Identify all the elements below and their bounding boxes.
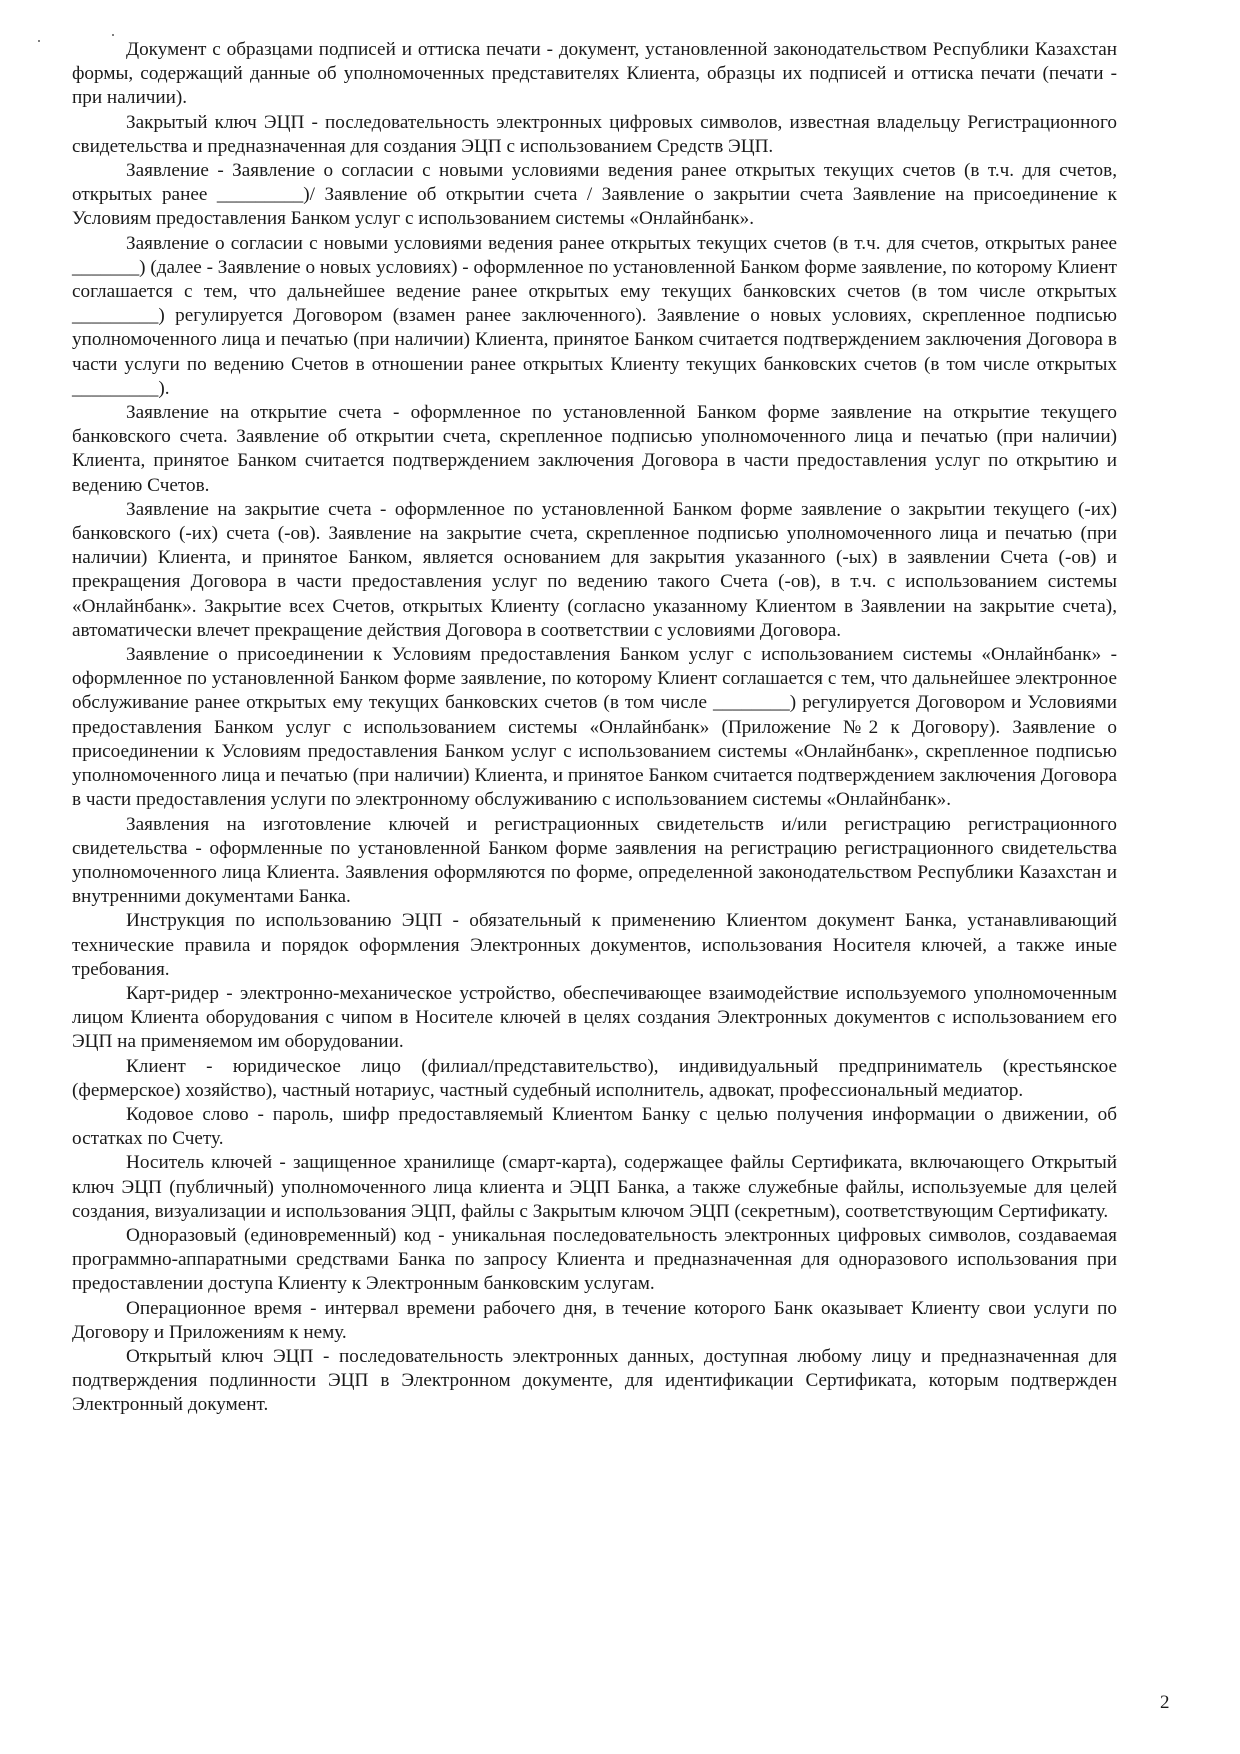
definition-card-reader: Карт-ридер - электронно-механическое устройство, обеспечивающее взаимодействие используемого уполномоченным лицом Клиента оборудования с чипом в Носителе ключей в целях создания Электронных документов с использованием его ЭЦП на применяемом им оборудовании.	[72, 982, 1117, 1053]
definition-private-key: Закрытый ключ ЭЦП - последовательность электронных цифровых символов, известная владельцу Регистрационного свидетельства и предназначенная для создания ЭЦП с использованием Средств ЭЦП.	[72, 111, 1117, 157]
definition-eds-instruction: Инструкция по использованию ЭЦП - обязательный к применению Клиентом документ Банка, устанавливающий технические правила и порядок оформления Электронных документов, использования Носителя ключей, а также иные требования.	[72, 910, 1117, 980]
scan-speck	[112, 34, 114, 36]
page-number: 2	[1160, 1692, 1170, 1713]
definition-onlinebank-accession-application: Заявление о присоединении к Условиям предоставления Банком услуг с использованием системы «Онлайнбанк» - оформленное по установленной Банком форме заявление, по которому Клиент соглашается с тем, что дальнейшее электронное обслуживание ранее открытых ему текущих банковских счетов (в том числе ________) регулируется Договором и Условиями предоставления Банком услуг с использованием системы «Онлайнбанк» (Приложение №2 к Договору). Заявление о присоединении к Условиям предоставления Банком услуг с использованием системы «Онлайнбанк», скрепленное подписью уполномоченного лица и печатью (при наличии) Клиента, и принятое Банком считается подтверждением заключения Договора в части предоставления услуги по электронному обслуживанию с использованием системы «Онлайнбанк».	[72, 644, 1117, 811]
scan-speck	[38, 40, 40, 42]
definition-application: Заявление - Заявление о согласии с новыми условиями ведения ранее открытых текущих счетов (в т.ч. для счетов, открытых ранее _________)/ Заявление об открытии счета / Заявление о закрытии счета Заявление на присоединение к Условиям предоставления Банком услуг с использованием системы «Онлайнбанк».	[72, 160, 1117, 230]
definition-account-opening-application: Заявление на открытие счета - оформленное по установленной Банком форме заявление на открытие текущего банковского счета. Заявление об открытии счета, скрепленное подписью уполномоченного лица и печатью (при наличии) Клиента, принятое Банком считается подтверждением заключения Договора в части предоставления услуг по открытию и ведению Счетов.	[72, 402, 1117, 496]
definition-key-carrier: Носитель ключей - защищенное хранилище (смарт-карта), содержащее файлы Сертификата, включающего Открытый ключ ЭЦП (публичный) уполномоченного лица клиента и ЭЦП Банка, а также служебные файлы, используемые для целей создания, визуализации и использования ЭЦП, файлы с Закрытым ключом ЭЦП (секретным), соответствующим Сертификату.	[72, 1152, 1117, 1222]
definition-public-key: Открытый ключ ЭЦП - последовательность электронных данных, доступная любому лицу и предназначенная для подтверждения подлинности ЭЦП в Электронном документе, для идентификации Сертификата, которым подтвержден Электронный документ.	[72, 1345, 1117, 1416]
definition-consent-application: Заявление о согласии с новыми условиями ведения ранее открытых текущих счетов (в т.ч. для счетов, открытых ранее _______) (далее - Заявление о новых условиях) - оформленное по установленной Банком форме заявление, по которому Клиент соглашается с тем, что дальнейшее ведение ранее открытых ему текущих банковских счетов (в том числе открытых _________) регулируется Договором (взамен ранее заключенного). Заявление о новых условиях, скрепленное подписью уполномоченного лица и печатью (при наличии) Клиента, принятое Банком считается подтверждением заключения Договора в части услуги по ведению Счетов в отношении ранее открытых Клиенту текущих банковских счетов (в том числе открытых _________).	[72, 232, 1117, 399]
definition-one-time-code: Одноразовый (единовременный) код - уникальная последовательность электронных цифровых символов, создаваемая программно-аппаратными средствами Банка по запросу Клиента и предназначенная для одноразового использования при предоставлении доступа Клиенту к Электронным банковским услугам.	[72, 1224, 1117, 1295]
definition-operational-time: Операционное время - интервал времени рабочего дня, в течение которого Банк оказывает Клиенту свои услуги по Договору и Приложениям к нему.	[72, 1297, 1117, 1343]
definition-signature-card: Документ с образцами подписей и оттиска печати - документ, установленной законодательством Республики Казахстан формы, содержащий данные об уполномоченных представителях Клиента, образцы их подписей и оттиска печати (печати - при наличии).	[72, 39, 1117, 109]
definition-client: Клиент - юридическое лицо (филиал/представительство), индивидуальный предприниматель (крестьянское (фермерское) хозяйство), частный нотариус, частный судебный исполнитель, адвокат, профессиональный медиатор.	[72, 1055, 1117, 1101]
definition-code-word: Кодовое слово - пароль, шифр предоставляемый Клиентом Банку с целью получения информации о движении, об остатках по Счету.	[72, 1103, 1117, 1150]
document-body	[72, 38, 1117, 1418]
definition-key-registration-application: Заявления на изготовление ключей и регистрационных свидетельств и/или регистрацию регистрационного свидетельства - оформленные по установленной Банком форме заявления на регистрацию регистрационного свидетельства уполномоченного лица Клиента. Заявления оформляются по форме, определенной законодательством Республики Казахстан и внутренними документами Банка.	[72, 813, 1117, 908]
definition-account-closing-application: Заявление на закрытие счета - оформленное по установленной Банком форме заявление о закрытии текущего (-их) банковского (-их) счета (-ов). Заявление на закрытие счета, скрепленное подписью уполномоченного лица и печатью (при наличии) Клиента, и принятое Банком, является основанием для закрытия указанного (-ых) в заявлении Счета (-ов) и прекращения Договора в части предоставления услуг по ведению такого Счета (-ов), в т.ч. с использованием системы «Онлайнбанк». Закрытие всех Счетов, открытых Клиенту (согласно указанному Клиентом в Заявлении на закрытие счета), автоматически влечет прекращение действия Договора в соответствии с условиями Договора.	[72, 498, 1117, 641]
